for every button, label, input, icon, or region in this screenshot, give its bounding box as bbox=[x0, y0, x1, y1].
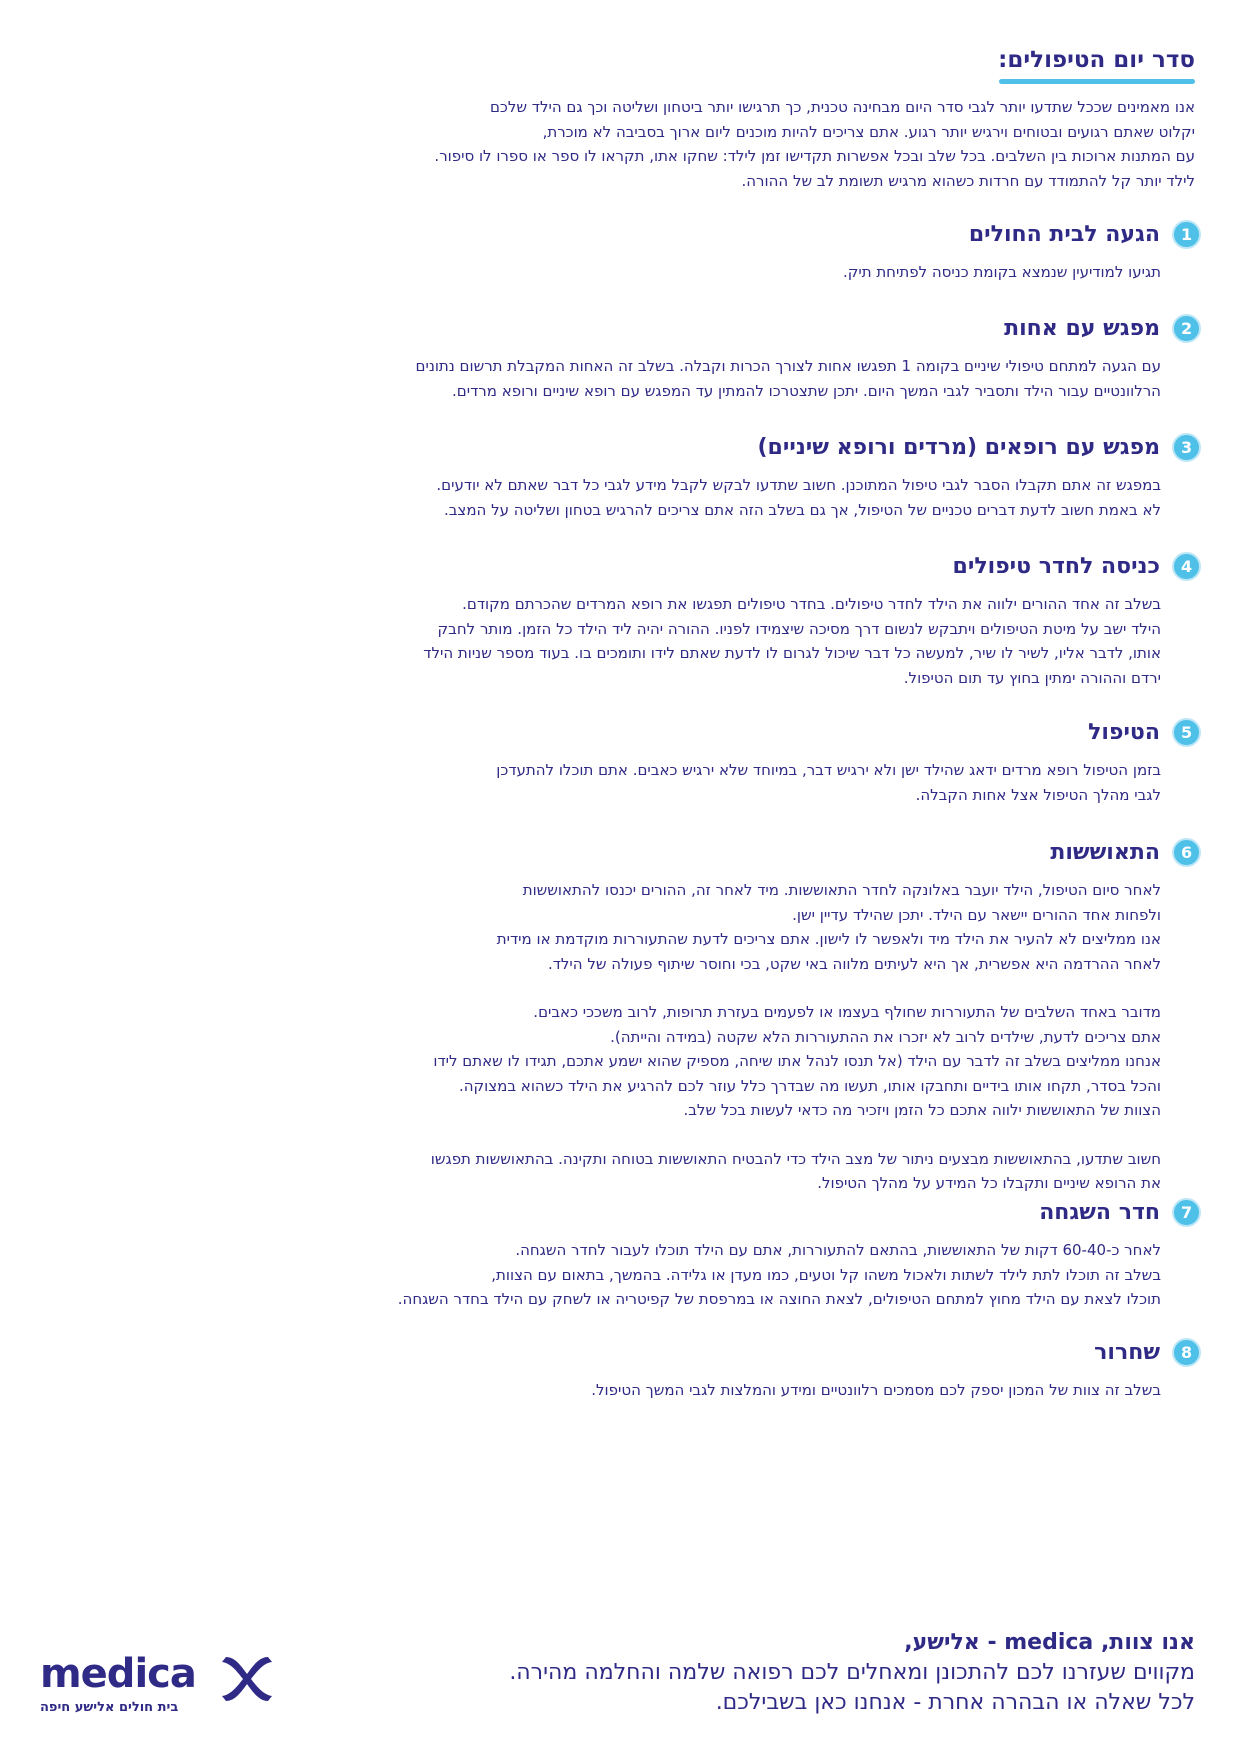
section-line: בשלב זה אחד ההורים ילווה את הילד לחדר טיפולים. בחדר טיפולים תפגשו את רופא המרדים שהכרתם מקודם. bbox=[462, 595, 1161, 613]
section-line: לאחר סיום הטיפול, הילד יועבר באלונקה לחדר התאוששות. מיד לאחר זה, ההורים יכנסו להתאוששות bbox=[522, 881, 1161, 899]
logo-subtitle: בית חולים אלישע חיפה bbox=[40, 1700, 179, 1715]
section-title: התאוששות bbox=[1050, 839, 1160, 865]
logo-wordmark: medica bbox=[40, 1651, 196, 1697]
section-title: כניסה לחדר טיפולים bbox=[952, 553, 1160, 579]
section-title: מפגש עם אחות bbox=[1004, 315, 1160, 341]
section-line: תוכלו לצאת עם הילד מחוץ למתחם הטיפולים, לצאת החוצה או במרפסת של קפיטריה או לשחק עם הילד בחדר השגחה. bbox=[397, 1290, 1161, 1308]
section-body bbox=[281, 592, 1161, 690]
section-header bbox=[281, 1194, 1201, 1230]
section-treatment bbox=[281, 714, 1201, 807]
section-body bbox=[281, 473, 1161, 522]
section-title: מפגש עם רופאים (מרדים ורופא שיניים) bbox=[757, 434, 1160, 460]
medica-x-logo-icon bbox=[220, 1654, 274, 1704]
section-line: אנו ממליצים לא להעיר את הילד מיד ולאפשר לו לישון. אתם צריכים לדעת שהתעוררות מוקדמת או מידית bbox=[496, 930, 1161, 948]
section-recovery bbox=[281, 834, 1201, 1196]
section-line: אותו, לדבר אליו, לשיר לו שיר, למעשה כל דבר שיכול לגרום לו לדעת שאתם לידו ותומכים בו. בעוד מספר שניות הילד bbox=[423, 644, 1161, 662]
section-body bbox=[281, 758, 1161, 807]
closing-contact-line: לכל שאלה או הבהרה אחרת - אנחנו כאן בשבילכם. bbox=[715, 1690, 1195, 1715]
section-doctors-meeting bbox=[281, 429, 1201, 522]
intro-line: אנו מאמינים שככל שתדעו יותר לגבי סדר היום מבחינה טכנית, כך תרגישו יותר ביטחון ושליטה וכך גם הילד שלכם bbox=[489, 98, 1195, 116]
intro-line: לילד יותר קל להתמודד עם חרדות כשהוא מרגיש תשומת לב של ההורה. bbox=[741, 171, 1195, 190]
section-line: אתם צריכים לדעת, שילדים לרוב לא יזכרו את ההתעוררות הלא שקטה (במידה והייתה). bbox=[610, 1027, 1161, 1046]
step-number-badge: 7 bbox=[1172, 1198, 1201, 1227]
page-title: סדר יום הטיפולים: bbox=[998, 47, 1195, 73]
closing-wish-line: מקווים שעזרנו לכם להתכונן ומאחלים לכם רפואה שלמה והחלמה מהירה. bbox=[509, 1660, 1195, 1685]
section-line: הילד ישב על מיטת הטיפולים ויתבקש לנשום דרך מסיכה שיצמידו לפניו. ההורה יהיה ליד הילד כל הזמן. מותר לחבק bbox=[437, 619, 1161, 638]
section-line: את הרופא שיניים ותקבלו כל המידע על מהלך הטיפול. bbox=[817, 1174, 1161, 1192]
step-number-badge: 5 bbox=[1172, 718, 1201, 747]
paragraph-gap bbox=[281, 976, 1161, 1000]
section-header bbox=[281, 429, 1201, 465]
section-line: הרלוונטיים עבור הילד ותסביר לגבי המשך היום. יתכן שתצטרכו להמתין עד המפגש עם רופא שיניים ורופא מרדים. bbox=[452, 381, 1161, 400]
title-block bbox=[998, 45, 1195, 84]
section-header bbox=[281, 548, 1201, 584]
section-discharge bbox=[281, 1334, 1201, 1403]
section-line: לא באמת חשוב לדעת דברים טכניים של הטיפול, אך גם בשלב הזה אתם צריכים להרגיש בטחון ושליטה על המצב. bbox=[443, 500, 1161, 519]
section-line: לאחר כ-60-40 דקות של התאוששות, בהתאם להתעוררות, אתם עם הילד תוכלו לעבור לחדר השגחה. bbox=[515, 1241, 1161, 1259]
section-line: לאחר ההרדמה היא אפשרית, אך היא לעיתים מלווה באי שקט, בכי וחוסר שיתוף פעולה של הילד. bbox=[547, 954, 1161, 973]
section-line: אנחנו ממליצים בשלב זה לדבר עם הילד (אל תנסו לנהל אתו שיחה, מספיק שהוא ישמע אתכם, תגידו לו שאתם לידו bbox=[433, 1052, 1161, 1070]
section-title: הטיפול bbox=[1088, 719, 1160, 745]
section-line: והכל בסדר, תקחו אותו בידיים ותחבקו אותו, תעשו מה שבדרך כלל עוזר לכם להרגיע את הילד כשהוא במצוקה. bbox=[458, 1076, 1161, 1095]
closing-team-line: אנו צוות, medica - אלישע, bbox=[904, 1630, 1195, 1655]
step-number-badge: 8 bbox=[1172, 1338, 1201, 1367]
section-title: הגעה לבית החולים bbox=[968, 221, 1160, 247]
step-number-badge: 6 bbox=[1172, 838, 1201, 867]
intro-paragraph bbox=[295, 95, 1195, 193]
intro-line: עם המתנות ארוכות בין השלבים. בכל שלב ובכל אפשרות תקדישו זמן לילד: שחקו אתו, תקראו לו ספר או ספרו לו סיפור. bbox=[434, 147, 1195, 165]
section-treatment-room-entry bbox=[281, 548, 1201, 690]
step-number-badge: 1 bbox=[1172, 220, 1201, 249]
section-body bbox=[281, 260, 1161, 285]
step-number-badge: 2 bbox=[1172, 314, 1201, 343]
intro-line: יקלוט שאתם רגועים ובטוחים וירגיש יותר רגוע. אתם צריכים להיות מוכנים ליום ארוך בסביבה לא מוכרת, bbox=[542, 122, 1195, 141]
section-line: בשלב זה תוכלו לתת לילד לשתות ולאכול משהו קל וטעים, כמו מעדן או גלידה. בהמשך, בתאום עם הצוות, bbox=[491, 1265, 1161, 1284]
section-title: חדר השגחה bbox=[1039, 1199, 1160, 1225]
section-line: חשוב שתדעו, בהתאוששות מבצעים ניתור של מצב הילד כדי להבטיח התאוששות בטוחה ותקינה. בהתאוששות תפגשו bbox=[430, 1149, 1161, 1168]
section-body bbox=[281, 1238, 1161, 1312]
section-header bbox=[281, 834, 1201, 870]
section-header bbox=[281, 714, 1201, 750]
section-header bbox=[281, 216, 1201, 252]
section-line: מדובר באחד השלבים של התעוררות שחולף בעצמו או לפעמים בעזרת תרופות, לרוב משככי כאבים. bbox=[533, 1003, 1161, 1021]
section-line: עם הגעה למתחם טיפולי שיניים בקומה 1 תפגשו אחות לצורך הכרות וקבלה. בשלב זה האחות המקבלת תרשום נתונים bbox=[415, 357, 1161, 375]
title-underline bbox=[999, 79, 1195, 84]
section-line: בזמן הטיפול רופא מרדים ידאג שהילד ישן ולא ירגיש דבר, במיוחד שלא ירגיש כאבים. אתם תוכלו להתעדכן bbox=[496, 761, 1161, 779]
section-line: ולפחות אחד ההורים יישאר עם הילד. יתכן שהילד עדיין ישן. bbox=[792, 905, 1161, 924]
section-nurse-meeting bbox=[281, 310, 1201, 403]
section-arrival bbox=[281, 216, 1201, 285]
section-body bbox=[281, 1378, 1161, 1403]
section-body bbox=[281, 878, 1161, 1196]
medica-logo bbox=[38, 1652, 278, 1722]
section-header bbox=[281, 1334, 1201, 1370]
step-number-badge: 4 bbox=[1172, 552, 1201, 581]
section-line: בשלב זה צוות של המכון יספק לכם מסמכים רלוונטיים ומידע והמלצות לגבי המשך הטיפול. bbox=[591, 1381, 1161, 1399]
section-header bbox=[281, 310, 1201, 346]
closing-message bbox=[395, 1628, 1195, 1718]
paragraph-gap bbox=[281, 1123, 1161, 1147]
section-line: תגיעו למודיעין שנמצא בקומת כניסה לפתיחת תיק. bbox=[842, 263, 1161, 281]
section-line: הצוות של התאוששות ילווה אתכם כל הזמן ויזכיר מה כדאי לעשות בכל שלב. bbox=[683, 1101, 1161, 1119]
section-line: לגבי מהלך הטיפול אצל אחות הקבלה. bbox=[915, 785, 1161, 804]
section-body bbox=[281, 354, 1161, 403]
section-observation-room bbox=[281, 1194, 1201, 1312]
step-number-badge: 3 bbox=[1172, 433, 1201, 462]
section-line: ירדם וההורה ימתין בחוץ עד תום הטיפול. bbox=[903, 668, 1161, 687]
section-line: במפגש זה אתם תקבלו הסבר לגבי טיפול המתוכנן. חשוב שתדעו לבקש לקבל מידע לגבי כל דבר שאתם לא יודעים. bbox=[436, 476, 1161, 494]
section-title: שחרור bbox=[1094, 1339, 1160, 1365]
